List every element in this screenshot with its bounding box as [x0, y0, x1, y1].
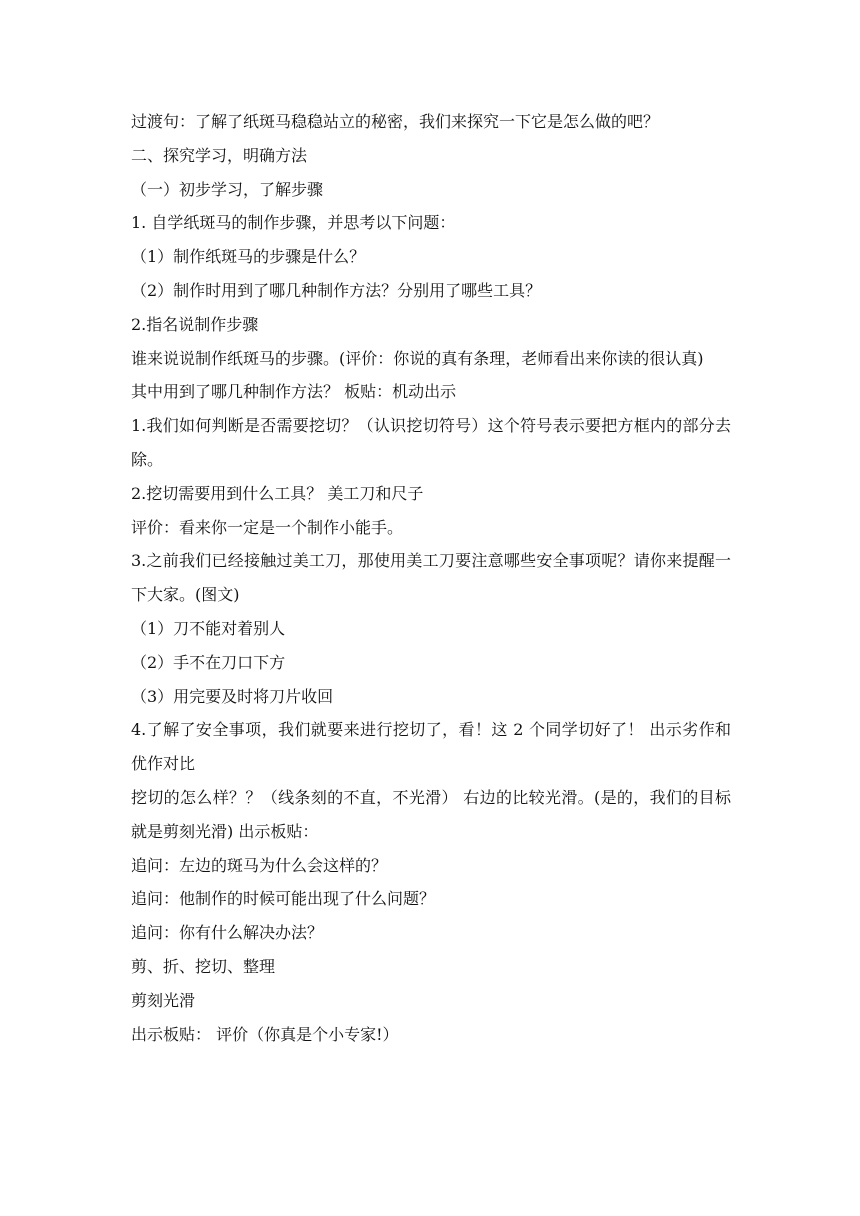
body-paragraph: 评价：看来你一定是一个制作小能手。: [131, 517, 404, 537]
step-paragraph: 2.挖切需要用到什么工具？ 美工刀和尺子: [131, 483, 424, 503]
method-list: 剪、折、挖切、整理: [131, 956, 276, 976]
question-item: （1）制作纸斑马的步骤是什么？: [131, 247, 366, 267]
follow-up-question: 追问：他制作的时候可能出现了什么问题？: [131, 889, 436, 909]
transition-sentence: 过渡句：了解了纸斑马稳稳站立的秘密，我们来探究一下它是怎么做的吧？: [131, 112, 660, 131]
follow-up-question: 追问：你有什么解决办法？: [131, 923, 324, 943]
question-item: （2）制作时用到了哪几种制作方法？分别用了哪些工具？: [131, 280, 542, 300]
step-paragraph: 1. 自学纸斑马的制作步骤，并思考以下问题：: [131, 213, 456, 233]
section-heading: 二、探究学习，明确方法: [131, 145, 308, 165]
method-goal: 剪刻光滑: [131, 990, 196, 1010]
step-paragraph: 4.了解了安全事项，我们就要来进行挖切了，看！这 2 个同学切好了！ 出示劣作和优作对比: [131, 720, 731, 774]
body-paragraph: 其中用到了哪几种制作方法？ 板贴：机动出示: [131, 382, 457, 402]
step-paragraph: 2.指名说制作步骤: [131, 314, 259, 334]
subsection-heading: （一）初步学习，了解步骤: [131, 179, 324, 199]
safety-item: （3）用完要及时将刀片收回: [131, 686, 334, 706]
body-paragraph: 谁来说说制作纸斑马的步骤。(评价：你说的真有条理，老师看出来你读的很认真): [131, 348, 704, 368]
step-paragraph: 1.我们如何判断是否需要挖切？（认识挖切符号）这个符号表示要把方框内的部分去除。: [131, 416, 731, 469]
document-body: [131, 105, 731, 1051]
safety-item: （1）刀不能对着别人: [131, 618, 286, 638]
follow-up-question: 追问：左边的斑马为什么会这样的？: [131, 855, 388, 875]
body-paragraph: 挖切的怎么样？？（线条刻的不直，不光滑） 右边的比较光滑。(是的，我们的目标就是剪刻光滑) 出示板贴：: [131, 787, 731, 841]
step-paragraph: 3.之前我们已经接触过美工刀，那使用美工刀要注意哪些安全事项呢？请你来提醒一下大家。(图文): [131, 551, 731, 605]
safety-item: （2）手不在刀口下方: [131, 652, 286, 672]
board-note: 出示板贴： 评价（你真是个小专家!）: [131, 1024, 399, 1044]
